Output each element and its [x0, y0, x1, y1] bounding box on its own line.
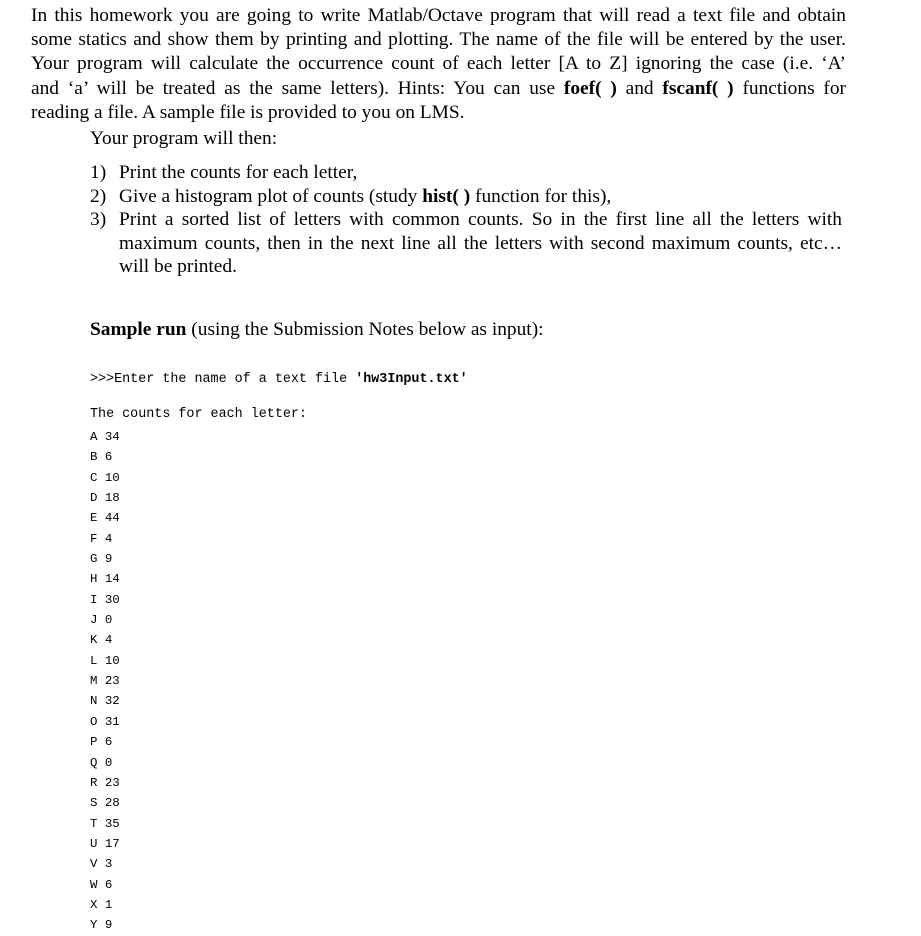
- letter-label: B: [90, 450, 98, 465]
- intro-line: [31, 101, 846, 125]
- letter-label: O: [90, 714, 98, 729]
- letter-count-value: 6: [104, 450, 113, 465]
- letter-count-row: [90, 854, 120, 874]
- letter-label: R: [90, 775, 98, 790]
- console-prompt-input: 'hw3Input.txt': [355, 372, 468, 387]
- letter-count-row: [90, 793, 120, 813]
- function-name: hist( ): [422, 185, 471, 207]
- letter-count-value: 3: [104, 857, 113, 872]
- sample-run-rest: (using the Submission Notes below as input):: [186, 319, 544, 340]
- letter-label: X: [90, 897, 98, 912]
- letter-count-row: [90, 671, 120, 691]
- letter-count-value: 0: [104, 613, 113, 628]
- letter-count-row: [90, 529, 120, 549]
- letter-count-value: 31: [104, 714, 120, 729]
- letter-count-value: 6: [104, 877, 113, 892]
- requirement-number: 3): [90, 209, 107, 230]
- letter-label: N: [90, 694, 98, 709]
- letter-count-value: 10: [104, 653, 120, 668]
- letter-count-value: 14: [104, 572, 120, 587]
- letter-count-value: 32: [104, 694, 120, 709]
- letter-count-row: [90, 651, 120, 671]
- requirement-item: [90, 208, 842, 279]
- letter-label: D: [90, 491, 98, 506]
- letter-label: J: [90, 613, 98, 628]
- letter-label: W: [90, 877, 98, 892]
- sample-run-heading: [90, 318, 544, 342]
- intro-text: and ‘a’ will be treated as the same letters). Hints: You can use: [31, 77, 564, 99]
- letter-count-row: [90, 732, 120, 752]
- letter-count-value: 1: [104, 897, 113, 912]
- letter-label: P: [90, 735, 98, 750]
- letter-label: G: [90, 552, 98, 567]
- letter-count-value: 35: [104, 816, 120, 831]
- letter-count-value: 28: [104, 796, 120, 811]
- letter-count-row: [90, 508, 120, 528]
- requirement-text: [119, 208, 842, 279]
- requirements-list: [90, 161, 842, 279]
- letter-count-row: [90, 712, 120, 732]
- letter-count-value: 9: [104, 918, 113, 933]
- letter-count-row: [90, 569, 120, 589]
- letter-label: U: [90, 836, 98, 851]
- assignment-intro-paragraph: [31, 4, 846, 125]
- letter-count-value: 6: [104, 735, 113, 750]
- intro-text: reading a file. A sample file is provided to you on LMS.: [31, 101, 465, 123]
- letter-count-value: 4: [104, 633, 113, 648]
- letter-counts-list: [90, 427, 120, 936]
- letter-label: F: [90, 531, 98, 546]
- letter-count-value: 9: [104, 552, 113, 567]
- letter-count-row: [90, 915, 120, 935]
- letter-count-row: [90, 834, 120, 854]
- letter-count-row: [90, 447, 120, 467]
- letter-count-value: 44: [104, 511, 120, 526]
- letter-label: C: [90, 470, 98, 485]
- intro-line: [31, 4, 846, 28]
- letter-count-value: 34: [104, 430, 120, 444]
- letter-count-value: 4: [104, 531, 113, 546]
- requirement-text-part: Print a sorted list of letters with common counts. So in the first line all the letters with maximum counts, then in the next line all the letters with second maximum counts, etc… will be printed.: [119, 209, 842, 277]
- function-name: foef( ): [563, 77, 617, 99]
- intro-text: and: [616, 77, 663, 99]
- intro-text: Your program will calculate the occurrence count of each letter [A to Z] ignoring the case (i.e. ‘A’: [31, 53, 846, 75]
- letter-label: A: [90, 430, 98, 444]
- requirement-text-part: function for this),: [470, 185, 612, 207]
- requirement-number: 2): [90, 185, 107, 207]
- letter-label: Y: [90, 918, 98, 933]
- letter-label: K: [90, 633, 98, 648]
- requirement-text: [119, 161, 842, 185]
- letter-label: I: [90, 592, 98, 607]
- requirement-number: 1): [90, 162, 107, 183]
- letter-count-value: 23: [104, 674, 120, 689]
- letter-count-value: 18: [104, 491, 120, 506]
- requirement-text-part: Give a histogram plot of counts (study: [119, 185, 423, 207]
- letter-count-value: 23: [104, 775, 120, 790]
- letter-count-row: [90, 590, 120, 610]
- function-name: fscanf( ): [662, 77, 734, 99]
- sample-run-bold: Sample run: [90, 319, 187, 340]
- intro-text: In this homework you are going to write Matlab/Octave program that will read a text file and obtain: [31, 5, 846, 26]
- intro-line: [31, 28, 846, 52]
- letter-count-value: 0: [104, 755, 113, 770]
- intro-text: functions for: [733, 77, 847, 99]
- counts-header: The counts for each letter:: [90, 407, 307, 422]
- letter-label: V: [90, 857, 98, 872]
- letter-count-row: [90, 630, 120, 650]
- requirement-text: [119, 185, 842, 209]
- letter-count-value: 10: [104, 470, 120, 485]
- letter-count-row: [90, 875, 120, 895]
- letter-count-value: 30: [104, 592, 120, 607]
- intro-line: [31, 77, 846, 101]
- letter-count-row: [90, 427, 120, 447]
- letter-label: L: [90, 653, 98, 668]
- letter-count-row: [90, 895, 120, 915]
- console-prompt-line: [90, 371, 468, 389]
- letter-count-row: [90, 773, 120, 793]
- letter-count-value: 17: [104, 836, 120, 851]
- console-prompt-text: >>>Enter the name of a text file: [90, 372, 356, 387]
- letter-count-row: [90, 814, 120, 834]
- letter-count-row: [90, 488, 120, 508]
- letter-count-row: [90, 549, 120, 569]
- intro-line: [31, 52, 846, 76]
- letter-label: T: [90, 816, 98, 831]
- letter-count-row: [90, 468, 120, 488]
- letter-count-row: [90, 753, 120, 773]
- requirement-text-part: Print the counts for each letter,: [119, 162, 358, 183]
- letter-label: H: [90, 572, 98, 587]
- requirement-item: [90, 185, 842, 209]
- letter-label: Q: [90, 755, 98, 770]
- letter-count-row: [90, 691, 120, 711]
- requirement-item: [90, 161, 842, 185]
- letter-count-row: [90, 610, 120, 630]
- intro-text: some statics and show them by printing and plotting. The name of the file will be entered by the user.: [31, 29, 846, 51]
- program-then-label: Your program will then:: [90, 128, 278, 149]
- letter-label: M: [90, 674, 98, 689]
- letter-label: E: [90, 511, 98, 526]
- letter-label: S: [90, 796, 98, 811]
